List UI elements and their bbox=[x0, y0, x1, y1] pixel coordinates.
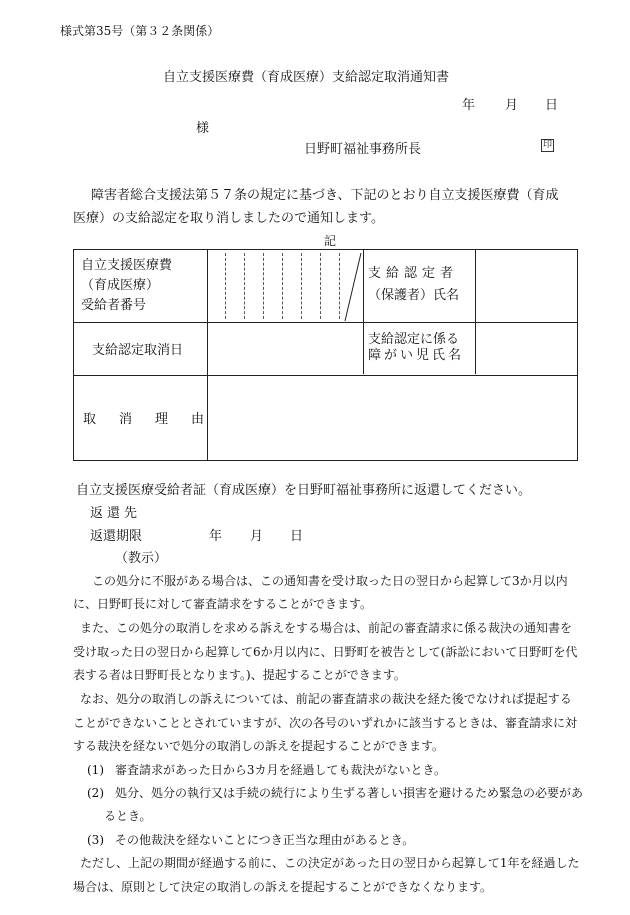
diagonal-slash-icon bbox=[343, 252, 363, 322]
ki-heading: 記 bbox=[324, 234, 337, 248]
label-text: 自立支援医療費 bbox=[81, 258, 173, 273]
intro-line-2: 医療）の支給認定を取り消しましたので通知します。 bbox=[73, 211, 384, 226]
digit-separator bbox=[339, 253, 340, 319]
reason-label: 取消理由 bbox=[83, 412, 228, 427]
digit-separator bbox=[225, 253, 226, 319]
label-line bbox=[81, 276, 201, 296]
return-deadline-day: 日 bbox=[290, 529, 304, 544]
child-name-field[interactable] bbox=[476, 323, 577, 375]
return-notice: 自立支援医療受給者証（育成医療）を日野町福祉事務所に返還してください。 bbox=[76, 483, 532, 498]
recipient-suffix: 様 bbox=[196, 121, 210, 136]
instruction-p2-line3: 表する者は日野町長となります。)、提起することができます。 bbox=[73, 668, 406, 682]
form-number: 様式第35号（第３２条関係） bbox=[60, 24, 220, 38]
date-month: 月 bbox=[505, 98, 519, 113]
page-title: 自立支援医療費（育成医療）支給認定取消通知書 bbox=[163, 70, 450, 85]
date-day: 日 bbox=[545, 98, 559, 113]
issuer-name: 日野町福祉事務所長 bbox=[304, 142, 422, 157]
return-deadline-month: 月 bbox=[250, 529, 264, 544]
recipient-number-label bbox=[81, 256, 201, 316]
instruction-p2-line2: 受け取った日の翌日から起算して6か月以内に、日野町を被告として(訴訟において日野町を代 bbox=[73, 645, 578, 659]
instruction-item2-line1: 処分、処分の執行又は手続の続行により生ずる著しい損害を避けるため緊急の必要があ bbox=[115, 786, 584, 800]
label-text: 受給者番号 bbox=[81, 298, 147, 313]
instruction-item2-line2: るとき。 bbox=[104, 809, 152, 823]
label-line bbox=[81, 256, 201, 276]
certified-person-name-field[interactable] bbox=[476, 250, 577, 322]
label-text: 支給認定に係る bbox=[368, 332, 460, 347]
recipient-number-boxes[interactable] bbox=[207, 250, 363, 322]
certified-person-label bbox=[368, 263, 470, 307]
instruction-p4-line2: 場合は、原則として決定の取消しの訴えを提起することができなくなります。 bbox=[73, 880, 493, 894]
instruction-item3: その他裁決を経ないことにつき正当な理由があるとき。 bbox=[115, 833, 415, 847]
instruction-p1-line1: この処分に不服がある場合は、この通知書を受け取った日の翌日から起算して3か月以内 bbox=[92, 574, 568, 588]
label-text: （保護者）氏名 bbox=[368, 288, 460, 303]
instruction-p4-line1: ただし、上記の期間が経過する前に、この決定があった日の翌日から起算して1年を経過した bbox=[80, 856, 580, 870]
instruction-item2-number: (2) bbox=[87, 786, 104, 800]
child-name-label bbox=[368, 332, 470, 364]
return-to-label: 返還先 bbox=[90, 506, 142, 521]
digit-separator bbox=[320, 253, 321, 319]
instruction-item1-number: (1) bbox=[87, 763, 104, 777]
digit-separator bbox=[301, 253, 302, 319]
instruction-p1-line2: に、日野町長に対して審査請求をすることができます。 bbox=[73, 597, 373, 611]
seal-mark-icon: 印 bbox=[542, 140, 552, 150]
instruction-p3-line2: ことができないこととされていますが、次の各号のいずれかに該当するときは、審査請求に対 bbox=[73, 716, 578, 730]
intro-line-1: 障害者総合支援法第５７条の規定に基づき、下記のとおり自立支援医療費（育成 bbox=[91, 188, 559, 203]
digit-separator bbox=[263, 253, 264, 319]
instruction-p2-line1: また、この処分の取消しを求める訴えをする場合は、前記の審査請求に係る裁決の通知書を bbox=[80, 621, 573, 635]
return-deadline-year: 年 bbox=[209, 529, 223, 544]
cancel-date-field[interactable] bbox=[208, 323, 363, 375]
label-text: 障がい児氏名 bbox=[368, 348, 465, 363]
label-line bbox=[81, 296, 201, 316]
digit-separator bbox=[282, 253, 283, 319]
instruction-p3-line1: なお、処分の取消しの訴えについては、前記の審査請求の裁決を経た後でなければ提起する bbox=[80, 692, 572, 706]
cancel-date-label: 支給認定取消日 bbox=[92, 343, 184, 358]
certification-table bbox=[73, 249, 578, 461]
instruction-heading: （教示） bbox=[115, 551, 168, 566]
label-text: 支給認定者 bbox=[368, 266, 459, 281]
digit-separator bbox=[244, 253, 245, 319]
date-year: 年 bbox=[462, 98, 476, 113]
instruction-item3-number: (3) bbox=[87, 833, 104, 847]
table-col-divider bbox=[363, 250, 364, 374]
label-text: （育成医療） bbox=[81, 278, 160, 293]
reason-field[interactable] bbox=[208, 376, 577, 460]
return-deadline-label: 返還期限 bbox=[90, 529, 143, 544]
instruction-p3-line3: する裁決を経ないで処分の取消しの訴えを提起することができます。 bbox=[73, 739, 445, 753]
instruction-item1: 審査請求があった日から3カ月を経過しても裁決がないとき。 bbox=[115, 763, 447, 777]
